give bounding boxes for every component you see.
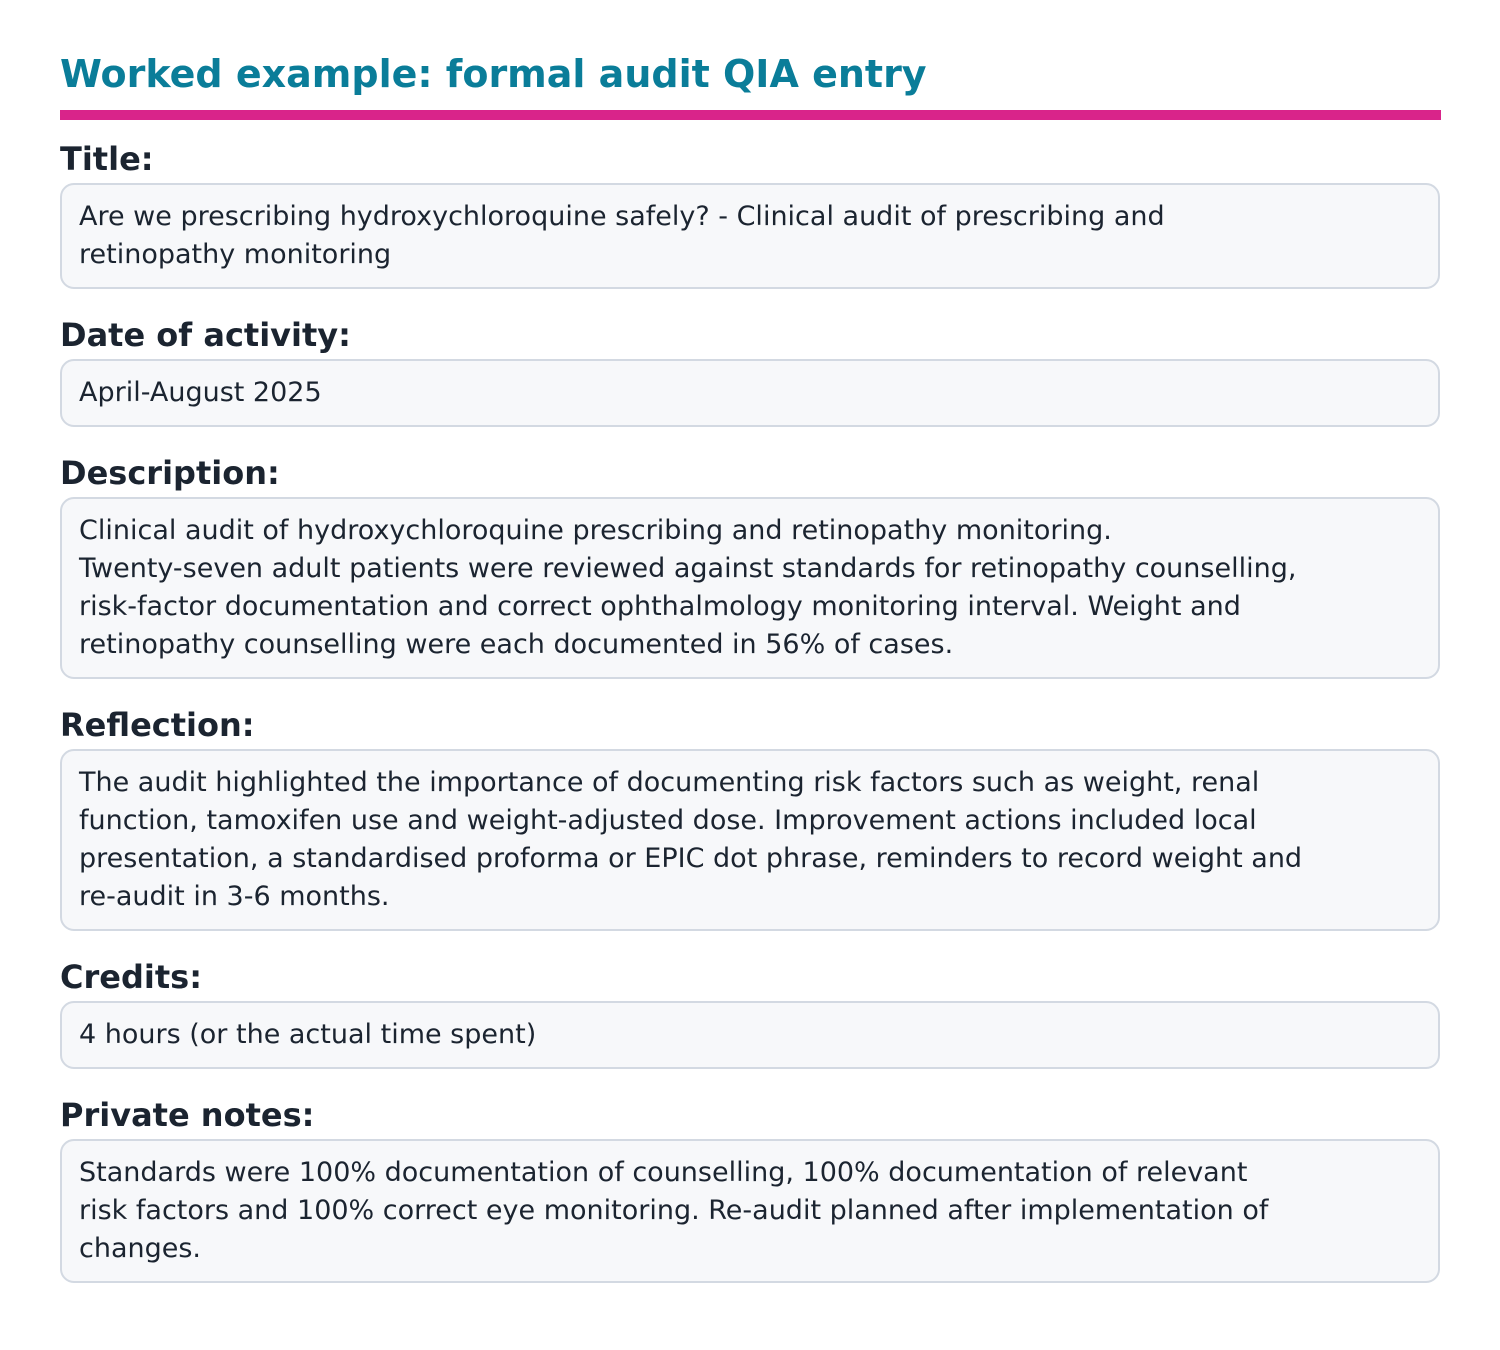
title-label: Title: [60, 140, 154, 178]
credits-label: Credits: [60, 958, 202, 996]
credits-field[interactable]: 4 hours (or the actual time spent) [60, 1001, 1440, 1069]
private-notes-field[interactable]: Standards were 100% documentation of counselling, 100% documentation of relevant risk factors and 100% correct eye monitoring. Re-audit planned after implementation of changes. [60, 1139, 1440, 1283]
reflection-field[interactable]: The audit highlighted the importance of documenting risk factors such as weight, renal function, tamoxifen use and weight-adjusted dose. Improvement actions included local presentation, a standardised proforma or EPIC dot phrase, reminders to record weight and re-audit in 3-6 months. [60, 749, 1440, 931]
title-divider [60, 110, 1441, 120]
date-label: Date of activity: [60, 316, 351, 354]
date-field[interactable]: April-August 2025 [60, 359, 1440, 427]
page-title: Worked example: formal audit QIA entry [60, 52, 927, 96]
title-section [60, 140, 1440, 289]
private-notes-section [60, 1096, 1440, 1283]
date-section [60, 316, 1440, 427]
private-notes-label: Private notes: [60, 1096, 315, 1134]
description-label: Description: [60, 454, 280, 492]
qia-entry-page [60, 0, 1440, 1264]
reflection-label: Reflection: [60, 706, 255, 744]
credits-section [60, 958, 1440, 1069]
description-section [60, 454, 1440, 679]
reflection-section [60, 706, 1440, 931]
description-field[interactable]: Clinical audit of hydroxychloroquine prescribing and retinopathy monitoring. Twenty-seven adult patients were reviewed against standards for retinopathy counselling, risk-factor documentation and correct ophthalmology monitoring interval. Weight and retinopathy counselling were each documented in 56% of cases. [60, 497, 1440, 679]
title-field[interactable]: Are we prescribing hydroxychloroquine safely? - Clinical audit of prescribing and retinopathy monitoring [60, 183, 1440, 289]
